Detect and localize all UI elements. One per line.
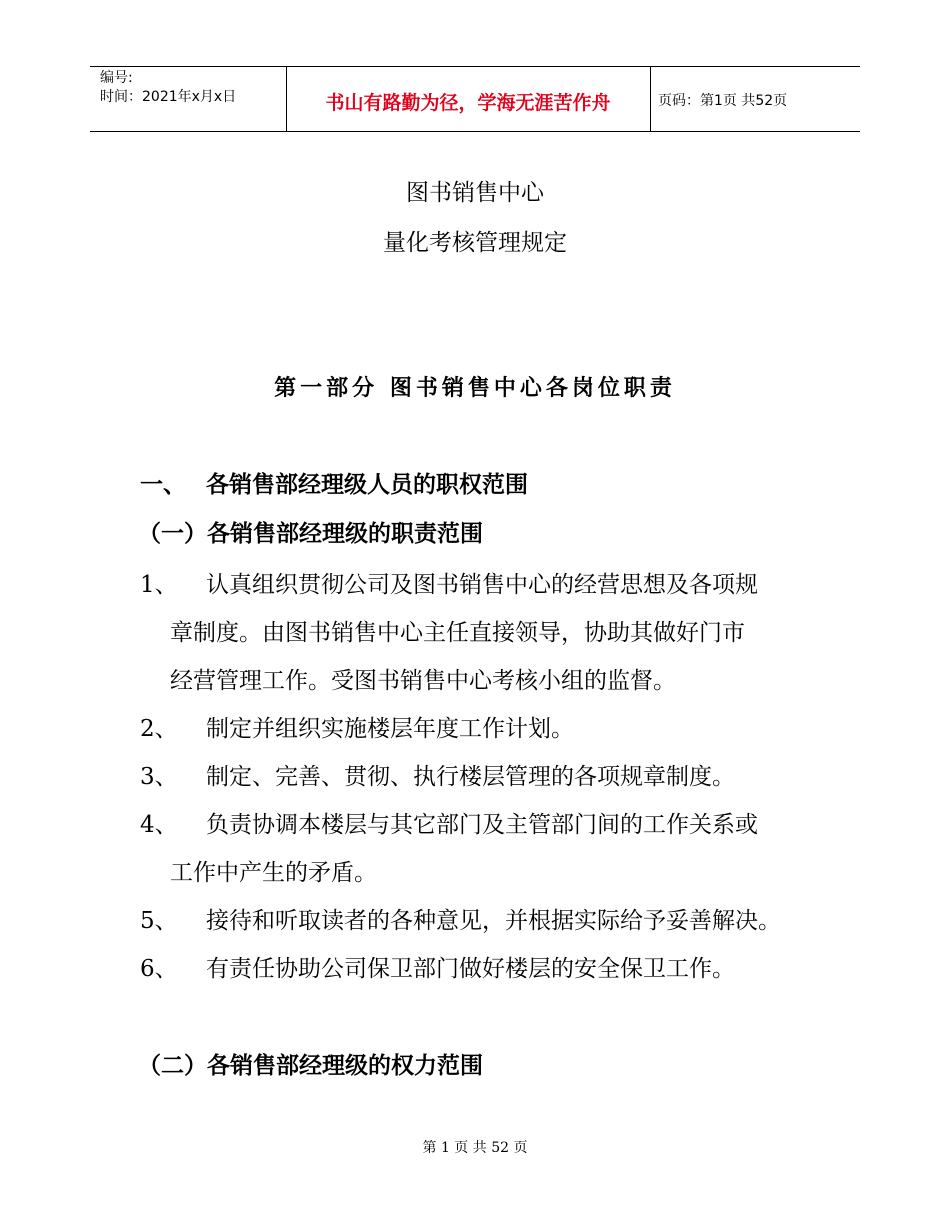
list-item-line: 工作中产生的矛盾。 — [170, 860, 377, 886]
list-item-line: 负责协调本楼层与其它部门及主管部门间的工作关系或 — [206, 812, 758, 838]
subsection-heading-2: （二）各销售部经理级的权力范围 — [138, 1053, 483, 1079]
list-item-line: 制定、完善、贯彻、执行楼层管理的各项规章制度。 — [206, 764, 735, 790]
list-item-number: 5、 — [140, 908, 178, 934]
list-item-line: 制定并组织实施楼层年度工作计划。 — [206, 716, 574, 742]
section-heading-number: 一、 — [140, 472, 186, 498]
part-title: 第一部分 图书销售中心各岗位职责 — [274, 376, 676, 401]
list-item-number: 6、 — [140, 956, 178, 982]
list-item-number: 4、 — [140, 812, 178, 838]
list-item-number: 3、 — [140, 764, 178, 790]
header-bottom-border — [90, 131, 860, 132]
header-time-label: 时间：2021年x月x日 — [100, 89, 237, 105]
section-heading-text: 各销售部经理级人员的职权范围 — [206, 472, 528, 498]
header-motto: 书山有路勤为径，学海无涯苦作舟 — [325, 92, 611, 114]
list-item-line: 经营管理工作。受图书销售中心考核小组的监督。 — [170, 668, 676, 694]
document-title-line2: 量化考核管理规定 — [383, 230, 567, 256]
header-page-info: 页码：第1页 共52页 — [658, 93, 788, 109]
header-top-border — [90, 66, 860, 67]
list-item-line: 认真组织贯彻公司及图书销售中心的经营思想及各项规 — [206, 572, 758, 598]
list-item-line: 有责任协助公司保卫部门做好楼层的安全保卫工作。 — [206, 956, 735, 982]
list-item-line: 接待和听取读者的各种意见，并根据实际给予妥善解决。 — [206, 908, 781, 934]
list-item-number: 2、 — [140, 716, 178, 742]
header-number-label: 编号: — [100, 70, 133, 86]
page-footer: 第 1 页 共 52 页 — [422, 1140, 528, 1156]
header-divider-right — [650, 66, 651, 132]
list-item-line: 章制度。由图书销售中心主任直接领导，协助其做好门市 — [170, 620, 745, 646]
subsection-heading-1: （一）各销售部经理级的职责范围 — [138, 521, 483, 547]
list-item-number: 1、 — [140, 572, 178, 598]
document-title-line1: 图书销售中心 — [406, 180, 544, 206]
